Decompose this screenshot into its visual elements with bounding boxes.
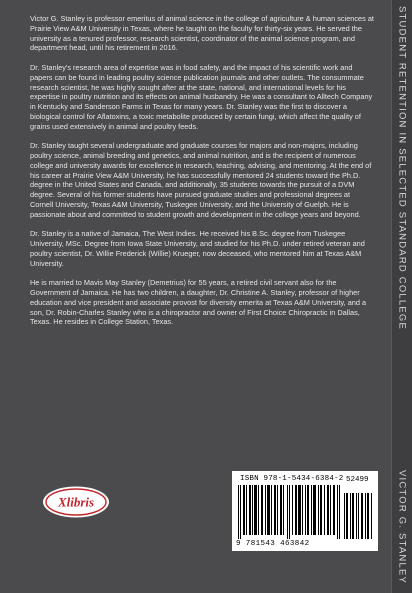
- author-bio: [30, 14, 375, 337]
- bio-paragraph-3: Dr. Stanley taught several undergraduate and graduate courses for majors and non-majors, including poultry science, animal breeding and genetics, and animal nutrition, and is the recipient of numerous college and university awards for excellence in research, teaching, advising, and mentoring. At the end of his career at Prairie View A&M University, he has successfully mentored 24 students toward the Ph.D. degree in the United States and Canada, and additionally, 35 students towards the pursuit of a DVM degree. Several of his former students have pursued graduate studies and professional degrees at Cornell University, Texas A&M University, Tuskegee University, and the University of Guelph. He is passionate about and committed to student growth and development in the college years and beyond.: [30, 141, 372, 219]
- xlibris-logo: [42, 485, 110, 519]
- bio-paragraph-5: He is married to Mavis May Stanley (Demetrius) for 55 years, a retired civil servant also for the Government of Jamaica. He has two children, a daughter, Dr. Christine A. Stanley, professor of higher education and vice president and associate provost for diversity emerita at Texas A&M University, and a son, Dr. Robin-Charles Stanley who is a chiropractor and owner of First Choice Chiropractic in Dallas, Texas. He resides in College Station, Texas.: [30, 278, 367, 327]
- book-spine: [391, 0, 412, 593]
- bio-paragraph-1: Victor G. Stanley is professor emeritus of animal science in the college of agriculture & human sciences at Prairie View A&M University in Texas, where he taught on the faculty for thirty-six years. He served the university as a tenured professor, research scientist, coordinator of the animal science program, and department head, until his retirement in 2016.: [30, 14, 374, 53]
- barcode-addon-number: 52499: [346, 476, 369, 484]
- isbn-label: ISBN 978-1-5434-6384-2: [240, 475, 344, 483]
- barcode-block: [232, 471, 378, 551]
- spine-author: VICTOR G. STANLEY: [396, 470, 408, 585]
- bio-paragraph-4: Dr. Stanley is a native of Jamaica, The West Indies. He received his B.Sc. degree from Tuskegee University, MSc. Degree from Iowa State University, and studied for his Ph.D. under retired veteran and poultry scientist, Dr. Willie Frederick (Willie) Krueger, now deceased, who mentored him at Texas A&M University.: [30, 229, 365, 268]
- spine-title: STUDENT RETENTION IN SELECTED STANDARD COLLEGE: [396, 6, 408, 331]
- bio-paragraph-2: Dr. Stanley's research area of expertise was in food safety, and the impact of his scientific work and papers can be found in leading poultry science publication journals and other outlets. The consummate research scientist, he was highly sought after at the state, national, and international levels for his expertise in poultry nutrition and its effects on animal husbandry. He was a consultant to Alltech Company in Kentucky and Sanderson Farms in Texas for many years. Dr. Stanley was the first to discover a biological control for Aflatoxins, a toxic metabolite produced by certain fungi, which affect the quality of grains used extensively in animal and poultry feeds.: [30, 63, 373, 131]
- barcode-number: 9 781543 463842: [236, 540, 310, 548]
- barcode-bars: [238, 485, 342, 539]
- barcode-addon-bars: [344, 485, 374, 539]
- publisher-name: Xlibris: [57, 494, 95, 510]
